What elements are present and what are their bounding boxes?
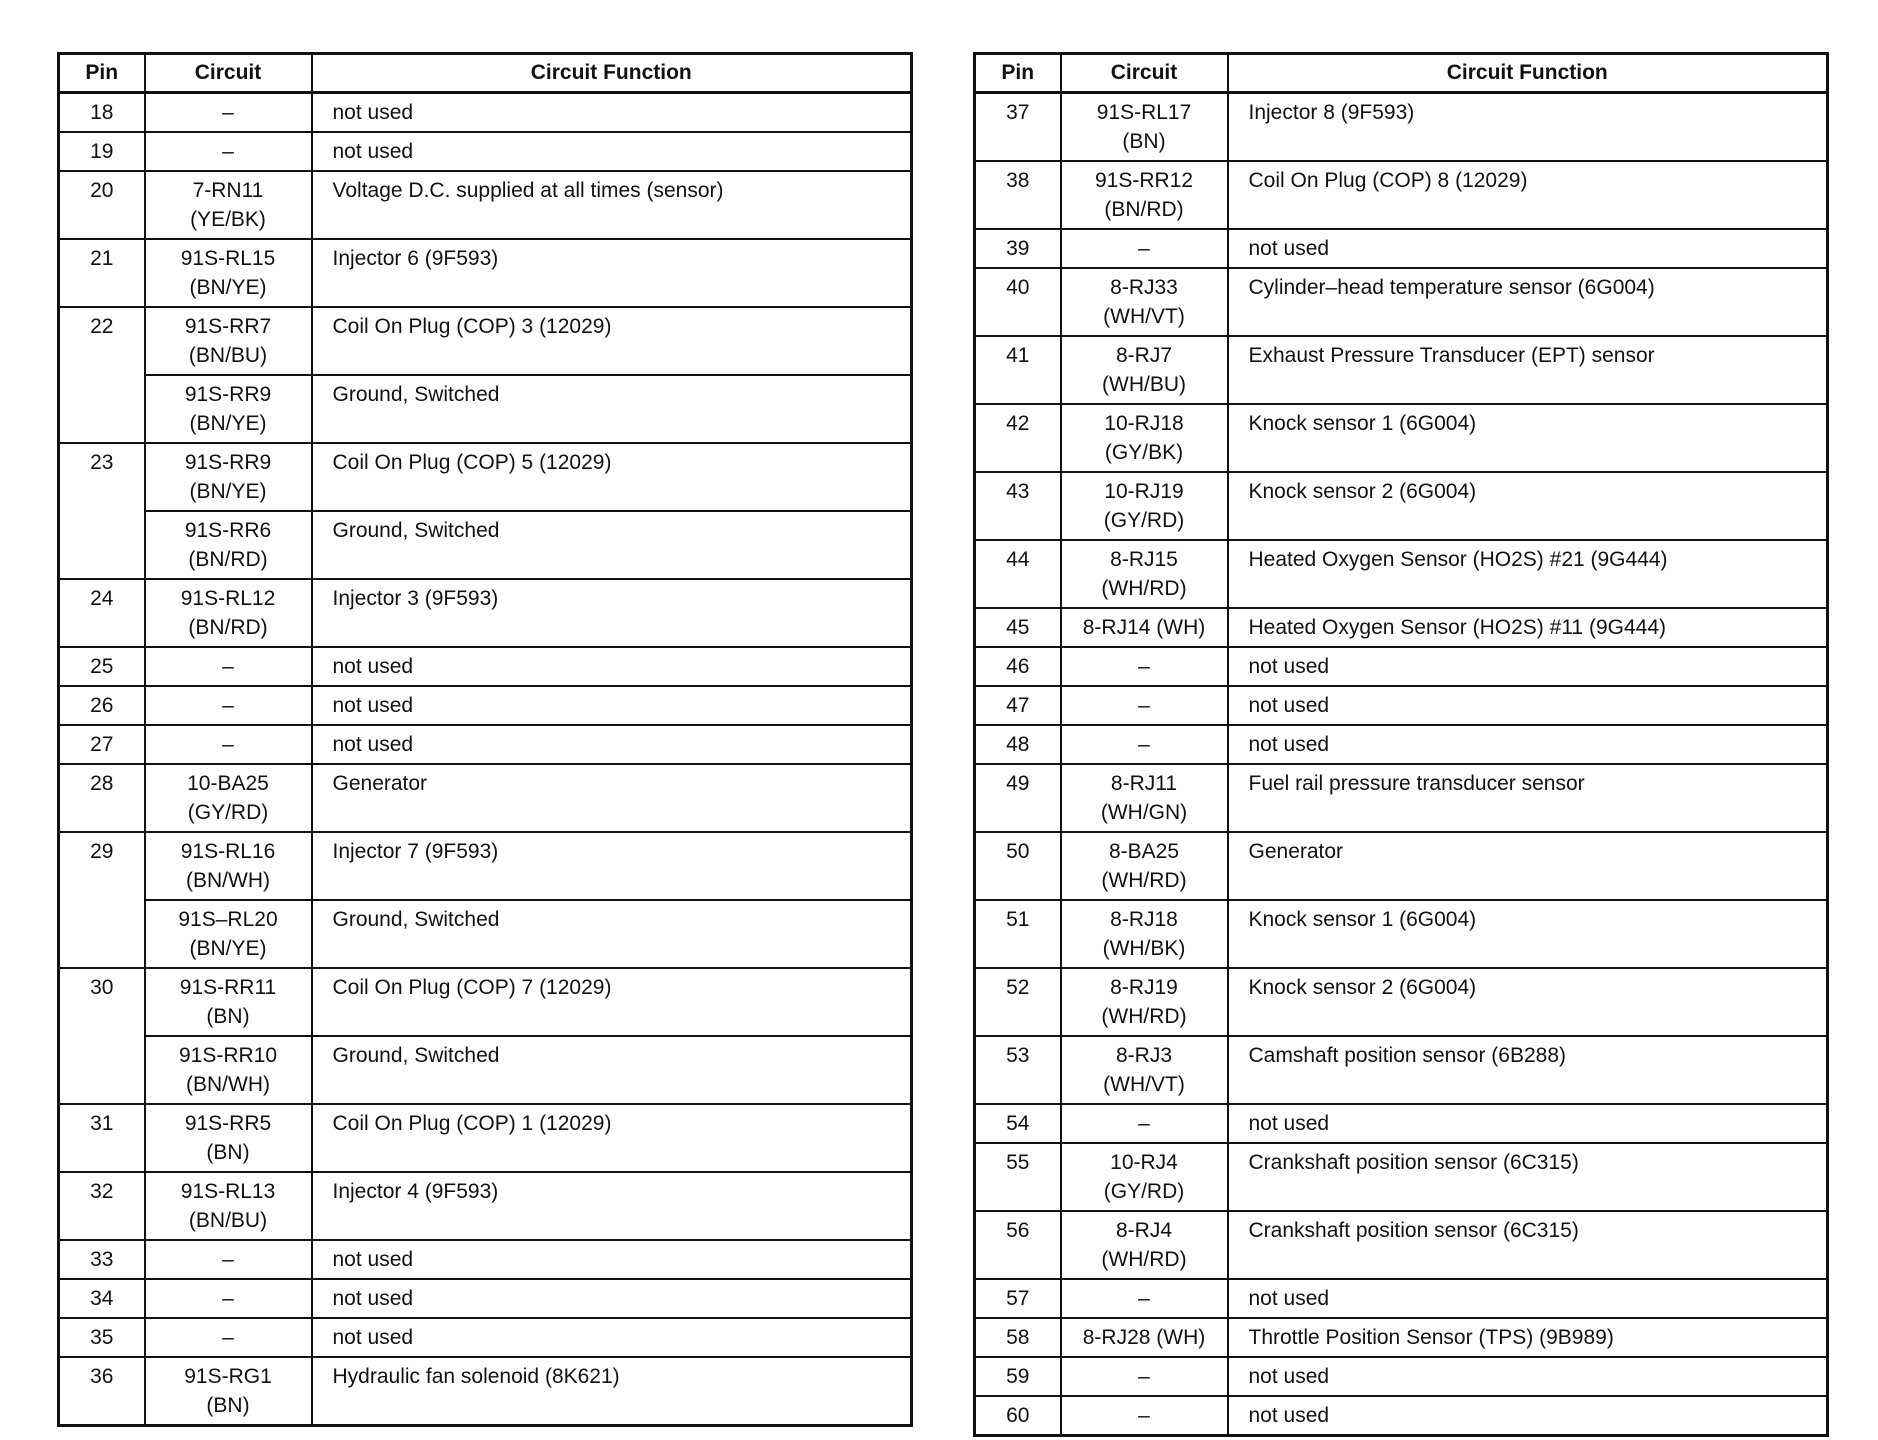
pin-number: 49 bbox=[975, 764, 1061, 832]
pin-number: 54 bbox=[975, 1104, 1061, 1143]
pin-number: 40 bbox=[975, 268, 1061, 336]
pin-number: 37 bbox=[975, 93, 1061, 162]
pin-row bbox=[59, 443, 912, 511]
pin-number: 47 bbox=[975, 686, 1061, 725]
circuit-function: not used bbox=[1228, 686, 1828, 725]
wire-color: (BN) bbox=[206, 1394, 250, 1417]
wire-color: (BN/RD) bbox=[188, 548, 268, 571]
wire-color: (BN/RD) bbox=[1104, 198, 1184, 221]
circuit-cell bbox=[145, 764, 312, 832]
circuit-cell bbox=[145, 579, 312, 647]
circuit-code: – bbox=[1138, 1365, 1150, 1388]
circuit-code: – bbox=[1138, 237, 1150, 260]
pin-row bbox=[59, 725, 912, 764]
wire-color: (WH/BK) bbox=[1102, 937, 1186, 960]
header-row bbox=[975, 54, 1828, 93]
circuit-function: Heated Oxygen Sensor (HO2S) #11 (9G444) bbox=[1228, 608, 1828, 647]
circuit-code: 8-RJ18 bbox=[1110, 908, 1178, 931]
circuit-cell bbox=[1061, 472, 1228, 540]
circuit-cell bbox=[145, 968, 312, 1036]
circuit-cell bbox=[1061, 1143, 1228, 1211]
circuit-cell bbox=[145, 1036, 312, 1104]
pin-number: 44 bbox=[975, 540, 1061, 608]
circuit-code: 91S-RL15 bbox=[180, 247, 276, 270]
circuit-function: not used bbox=[312, 132, 912, 171]
circuit-function: not used bbox=[312, 1279, 912, 1318]
circuit-code: 91S-RL13 bbox=[180, 1180, 276, 1203]
circuit-cell bbox=[1061, 268, 1228, 336]
pin-number: 58 bbox=[975, 1318, 1061, 1357]
wire-color: (BN/YE) bbox=[189, 937, 267, 960]
pin-row bbox=[975, 1279, 1828, 1318]
circuit-cell bbox=[145, 900, 312, 968]
circuit-cell bbox=[1061, 968, 1228, 1036]
pin-row bbox=[59, 579, 912, 647]
pin-row bbox=[975, 647, 1828, 686]
circuit-function: Heated Oxygen Sensor (HO2S) #21 (9G444) bbox=[1228, 540, 1828, 608]
pin-number: 55 bbox=[975, 1143, 1061, 1211]
pin-row bbox=[59, 1172, 912, 1240]
pin-number: 34 bbox=[59, 1279, 145, 1318]
circuit-code: 8-RJ3 bbox=[1115, 1044, 1173, 1067]
circuit-code: – bbox=[1138, 1404, 1150, 1427]
circuit-cell bbox=[1061, 725, 1228, 764]
circuit-function: Knock sensor 1 (6G004) bbox=[1228, 404, 1828, 472]
pin-number: 43 bbox=[975, 472, 1061, 540]
circuit-code: 91S–RL20 bbox=[178, 908, 278, 931]
wire-color: (BN/RD) bbox=[188, 616, 268, 639]
circuit-cell bbox=[145, 239, 312, 307]
pin-row bbox=[59, 764, 912, 832]
pin-number: 56 bbox=[975, 1211, 1061, 1279]
pin-number: 28 bbox=[59, 764, 145, 832]
pin-number: 51 bbox=[975, 900, 1061, 968]
pin-number: 39 bbox=[975, 229, 1061, 268]
wire-color: (BN/WH) bbox=[186, 869, 270, 892]
pin-row bbox=[59, 1357, 912, 1426]
pin-row bbox=[975, 1104, 1828, 1143]
circuit-code: – bbox=[222, 733, 234, 756]
pin-number: 52 bbox=[975, 968, 1061, 1036]
wire-color: (BN) bbox=[206, 1141, 250, 1164]
circuit-cell bbox=[1061, 404, 1228, 472]
circuit-function: not used bbox=[312, 1318, 912, 1357]
wire-color: (BN) bbox=[206, 1005, 250, 1028]
pin-row bbox=[975, 725, 1828, 764]
circuit-function: Ground, Switched bbox=[312, 511, 912, 579]
pin-number: 42 bbox=[975, 404, 1061, 472]
wire-color: (WH/RD) bbox=[1101, 577, 1187, 600]
pin-row bbox=[59, 686, 912, 725]
pin-number: 24 bbox=[59, 579, 145, 647]
pin-row bbox=[975, 161, 1828, 229]
pin-row bbox=[975, 1318, 1828, 1357]
pin-row bbox=[59, 1240, 912, 1279]
circuit-code: 91S-RR6 bbox=[184, 519, 272, 542]
circuit-function: not used bbox=[1228, 725, 1828, 764]
circuit-function: not used bbox=[1228, 1357, 1828, 1396]
pin-number: 25 bbox=[59, 647, 145, 686]
circuit-function: Generator bbox=[1228, 832, 1828, 900]
header-row bbox=[59, 54, 912, 93]
circuit-cell bbox=[145, 647, 312, 686]
pin-number: 30 bbox=[59, 968, 145, 1104]
pin-row bbox=[975, 1143, 1828, 1211]
wire-color: (YE/BK) bbox=[190, 208, 266, 231]
circuit-cell bbox=[1061, 764, 1228, 832]
circuit-function: not used bbox=[1228, 1396, 1828, 1436]
circuit-function: Crankshaft position sensor (6C315) bbox=[1228, 1143, 1828, 1211]
circuit-code: 10-RJ4 bbox=[1110, 1151, 1178, 1174]
circuit-cell bbox=[1061, 93, 1228, 162]
circuit-cell bbox=[1061, 686, 1228, 725]
circuit-cell bbox=[145, 375, 312, 443]
circuit-cell bbox=[1061, 161, 1228, 229]
header-circuit-function: Circuit Function bbox=[1228, 54, 1828, 93]
circuit-cell bbox=[1061, 608, 1228, 647]
circuit-function: Fuel rail pressure transducer sensor bbox=[1228, 764, 1828, 832]
pin-row bbox=[975, 1036, 1828, 1104]
circuit-cell bbox=[1061, 540, 1228, 608]
circuit-code: 91S-RG1 bbox=[184, 1365, 272, 1388]
wire-color: (GY/RD) bbox=[1103, 1180, 1185, 1203]
wire-color: (WH/VT) bbox=[1103, 305, 1185, 328]
pin-row bbox=[59, 1279, 912, 1318]
pin-row bbox=[975, 968, 1828, 1036]
circuit-code: 91S-RR10 bbox=[178, 1044, 278, 1067]
circuit-code: – bbox=[222, 1326, 234, 1349]
pin-number: 23 bbox=[59, 443, 145, 579]
pin-row bbox=[975, 900, 1828, 968]
circuit-function: Coil On Plug (COP) 1 (12029) bbox=[312, 1104, 912, 1172]
pin-row bbox=[59, 832, 912, 900]
pin-number: 53 bbox=[975, 1036, 1061, 1104]
circuit-function: Hydraulic fan solenoid (8K621) bbox=[312, 1357, 912, 1426]
circuit-code: – bbox=[1138, 1287, 1150, 1310]
pin-number: 20 bbox=[59, 171, 145, 239]
circuit-cell bbox=[145, 1357, 312, 1426]
circuit-code: – bbox=[222, 101, 234, 124]
circuit-code: – bbox=[1138, 694, 1150, 717]
pin-table-left-body bbox=[59, 93, 912, 1426]
circuit-function: Crankshaft position sensor (6C315) bbox=[1228, 1211, 1828, 1279]
wire-color: (BN) bbox=[1122, 130, 1166, 153]
wire-color: (WH/GN) bbox=[1100, 801, 1188, 824]
wire-color: (BN/YE) bbox=[189, 412, 267, 435]
circuit-function: Knock sensor 1 (6G004) bbox=[1228, 900, 1828, 968]
pin-row bbox=[975, 540, 1828, 608]
circuit-function: Camshaft position sensor (6B288) bbox=[1228, 1036, 1828, 1104]
pin-table-right bbox=[973, 52, 1829, 1437]
circuit-code: – bbox=[222, 1248, 234, 1271]
pin-number: 57 bbox=[975, 1279, 1061, 1318]
pin-number: 50 bbox=[975, 832, 1061, 900]
circuit-function: not used bbox=[312, 647, 912, 686]
pin-number: 29 bbox=[59, 832, 145, 968]
wire-color: (BN/YE) bbox=[189, 480, 267, 503]
circuit-cell bbox=[1061, 1104, 1228, 1143]
pin-row bbox=[975, 832, 1828, 900]
circuit-cell bbox=[1061, 229, 1228, 268]
pin-row bbox=[975, 1396, 1828, 1436]
circuit-function: not used bbox=[312, 686, 912, 725]
circuit-code: – bbox=[222, 694, 234, 717]
pin-row bbox=[975, 472, 1828, 540]
circuit-cell bbox=[1061, 1211, 1228, 1279]
circuit-code: 91S-RL12 bbox=[180, 587, 276, 610]
pin-number: 18 bbox=[59, 93, 145, 133]
circuit-code: 7-RN11 bbox=[192, 179, 264, 202]
pin-row bbox=[59, 511, 912, 579]
circuit-code: 91S-RR12 bbox=[1094, 169, 1194, 192]
circuit-function: Ground, Switched bbox=[312, 375, 912, 443]
circuit-function: not used bbox=[1228, 647, 1828, 686]
header-circuit-function: Circuit Function bbox=[312, 54, 912, 93]
circuit-cell bbox=[145, 1104, 312, 1172]
pin-number: 26 bbox=[59, 686, 145, 725]
circuit-code: 8-RJ11 bbox=[1110, 772, 1178, 795]
pin-row bbox=[59, 1104, 912, 1172]
circuit-function: Coil On Plug (COP) 8 (12029) bbox=[1228, 161, 1828, 229]
pin-row bbox=[975, 608, 1828, 647]
circuit-code: 10-BA25 bbox=[187, 772, 269, 795]
wire-color: (BN/YE) bbox=[189, 276, 267, 299]
circuit-code: – bbox=[222, 655, 234, 678]
circuit-cell bbox=[1061, 1396, 1228, 1436]
circuit-cell bbox=[1061, 647, 1228, 686]
circuit-cell bbox=[1061, 832, 1228, 900]
pin-row bbox=[59, 1318, 912, 1357]
circuit-cell bbox=[145, 832, 312, 900]
pin-row bbox=[59, 132, 912, 171]
circuit-code: 10-RJ18 bbox=[1104, 412, 1184, 435]
pin-row bbox=[975, 686, 1828, 725]
pin-row bbox=[59, 93, 912, 133]
wire-color: (WH/RD) bbox=[1101, 869, 1187, 892]
circuit-function: Exhaust Pressure Transducer (EPT) sensor bbox=[1228, 336, 1828, 404]
circuit-function: not used bbox=[312, 1240, 912, 1279]
circuit-cell bbox=[1061, 336, 1228, 404]
circuit-code: 91S-RL16 bbox=[180, 840, 276, 863]
pin-number: 45 bbox=[975, 608, 1061, 647]
circuit-code: – bbox=[1138, 655, 1150, 678]
pin-number: 59 bbox=[975, 1357, 1061, 1396]
pin-number: 36 bbox=[59, 1357, 145, 1426]
pin-number: 31 bbox=[59, 1104, 145, 1172]
pin-row bbox=[59, 375, 912, 443]
pin-number: 41 bbox=[975, 336, 1061, 404]
pin-number: 35 bbox=[59, 1318, 145, 1357]
circuit-code: 8-RJ7 bbox=[1115, 344, 1173, 367]
pin-number: 38 bbox=[975, 161, 1061, 229]
pin-number: 22 bbox=[59, 307, 145, 443]
wire-color: (GY/RD) bbox=[187, 801, 269, 824]
wire-color: (WH/RD) bbox=[1101, 1005, 1187, 1028]
circuit-cell bbox=[1061, 1279, 1228, 1318]
circuit-code: 8-RJ28 (WH) bbox=[1082, 1326, 1206, 1349]
circuit-code: – bbox=[1138, 733, 1150, 756]
circuit-function: Injector 4 (9F593) bbox=[312, 1172, 912, 1240]
circuit-function: Injector 3 (9F593) bbox=[312, 579, 912, 647]
circuit-cell bbox=[145, 1318, 312, 1357]
circuit-function: not used bbox=[312, 725, 912, 764]
pin-row bbox=[975, 268, 1828, 336]
pin-row bbox=[975, 336, 1828, 404]
circuit-code: 8-RJ15 bbox=[1110, 548, 1178, 571]
circuit-cell bbox=[145, 1240, 312, 1279]
pin-row bbox=[59, 647, 912, 686]
circuit-cell bbox=[145, 511, 312, 579]
circuit-function: Knock sensor 2 (6G004) bbox=[1228, 472, 1828, 540]
circuit-code: 8-BA25 bbox=[1108, 840, 1180, 863]
circuit-code: – bbox=[1138, 1112, 1150, 1135]
circuit-function: not used bbox=[1228, 1279, 1828, 1318]
circuit-cell bbox=[1061, 1036, 1228, 1104]
pin-number: 33 bbox=[59, 1240, 145, 1279]
circuit-function: Generator bbox=[312, 764, 912, 832]
header-pin: Pin bbox=[59, 54, 145, 93]
circuit-function: Throttle Position Sensor (TPS) (9B989) bbox=[1228, 1318, 1828, 1357]
pin-row bbox=[975, 93, 1828, 162]
circuit-code: 8-RJ4 bbox=[1115, 1219, 1173, 1242]
pin-row bbox=[59, 900, 912, 968]
circuit-function: Coil On Plug (COP) 3 (12029) bbox=[312, 307, 912, 375]
circuit-code: 10-RJ19 bbox=[1104, 480, 1184, 503]
pin-row bbox=[59, 171, 912, 239]
pin-number: 46 bbox=[975, 647, 1061, 686]
circuit-code: – bbox=[222, 140, 234, 163]
circuit-function: Ground, Switched bbox=[312, 1036, 912, 1104]
circuit-code: – bbox=[222, 1287, 234, 1310]
circuit-function: not used bbox=[312, 93, 912, 133]
circuit-function: Injector 6 (9F593) bbox=[312, 239, 912, 307]
wire-color: (BN/BU) bbox=[188, 1209, 268, 1232]
header-circuit: Circuit bbox=[145, 54, 312, 93]
circuit-function: Injector 7 (9F593) bbox=[312, 832, 912, 900]
circuit-function: not used bbox=[1228, 229, 1828, 268]
pin-number: 60 bbox=[975, 1396, 1061, 1436]
pin-table-left bbox=[57, 52, 913, 1427]
pin-number: 27 bbox=[59, 725, 145, 764]
circuit-cell bbox=[1061, 900, 1228, 968]
circuit-cell bbox=[145, 1279, 312, 1318]
circuit-code: 91S-RR7 bbox=[184, 315, 272, 338]
pin-row bbox=[59, 307, 912, 375]
circuit-function: Voltage D.C. supplied at all times (sensor) bbox=[312, 171, 912, 239]
wire-color: (GY/RD) bbox=[1103, 509, 1185, 532]
circuit-cell bbox=[145, 93, 312, 133]
circuit-code: 91S-RR9 bbox=[184, 383, 272, 406]
circuit-code: 91S-RL17 bbox=[1096, 101, 1192, 124]
pin-row bbox=[59, 968, 912, 1036]
pin-row bbox=[59, 239, 912, 307]
circuit-cell bbox=[145, 171, 312, 239]
circuit-function: Knock sensor 2 (6G004) bbox=[1228, 968, 1828, 1036]
wire-color: (BN/WH) bbox=[186, 1073, 270, 1096]
circuit-code: 91S-RR5 bbox=[184, 1112, 272, 1135]
wire-color: (WH/RD) bbox=[1101, 1248, 1187, 1271]
header-circuit: Circuit bbox=[1061, 54, 1228, 93]
pin-row bbox=[975, 229, 1828, 268]
wire-color: (GY/BK) bbox=[1104, 441, 1184, 464]
pin-number: 48 bbox=[975, 725, 1061, 764]
circuit-function: Coil On Plug (COP) 5 (12029) bbox=[312, 443, 912, 511]
pin-table-right-body bbox=[975, 93, 1828, 1436]
pin-row bbox=[975, 764, 1828, 832]
wire-color: (WH/VT) bbox=[1103, 1073, 1185, 1096]
circuit-cell bbox=[145, 1172, 312, 1240]
circuit-cell bbox=[1061, 1318, 1228, 1357]
pin-row bbox=[975, 1357, 1828, 1396]
circuit-code: 8-RJ14 (WH) bbox=[1082, 616, 1206, 639]
circuit-function: Cylinder–head temperature sensor (6G004) bbox=[1228, 268, 1828, 336]
pin-number: 32 bbox=[59, 1172, 145, 1240]
circuit-cell bbox=[145, 307, 312, 375]
pin-number: 21 bbox=[59, 239, 145, 307]
circuit-cell bbox=[1061, 1357, 1228, 1396]
pin-row bbox=[975, 1211, 1828, 1279]
circuit-function: Injector 8 (9F593) bbox=[1228, 93, 1828, 162]
circuit-cell bbox=[145, 132, 312, 171]
circuit-code: 91S-RR11 bbox=[179, 976, 277, 999]
pin-number: 19 bbox=[59, 132, 145, 171]
circuit-code: 8-RJ19 bbox=[1110, 976, 1178, 999]
circuit-cell bbox=[145, 725, 312, 764]
pin-row bbox=[59, 1036, 912, 1104]
wire-color: (WH/BU) bbox=[1102, 373, 1186, 396]
header-pin: Pin bbox=[975, 54, 1061, 93]
wire-color: (BN/BU) bbox=[188, 344, 268, 367]
pin-row bbox=[975, 404, 1828, 472]
circuit-code: 8-RJ33 bbox=[1110, 276, 1178, 299]
circuit-cell bbox=[145, 443, 312, 511]
circuit-function: not used bbox=[1228, 1104, 1828, 1143]
circuit-cell bbox=[145, 686, 312, 725]
circuit-code: 91S-RR9 bbox=[184, 451, 272, 474]
circuit-function: Ground, Switched bbox=[312, 900, 912, 968]
circuit-function: Coil On Plug (COP) 7 (12029) bbox=[312, 968, 912, 1036]
